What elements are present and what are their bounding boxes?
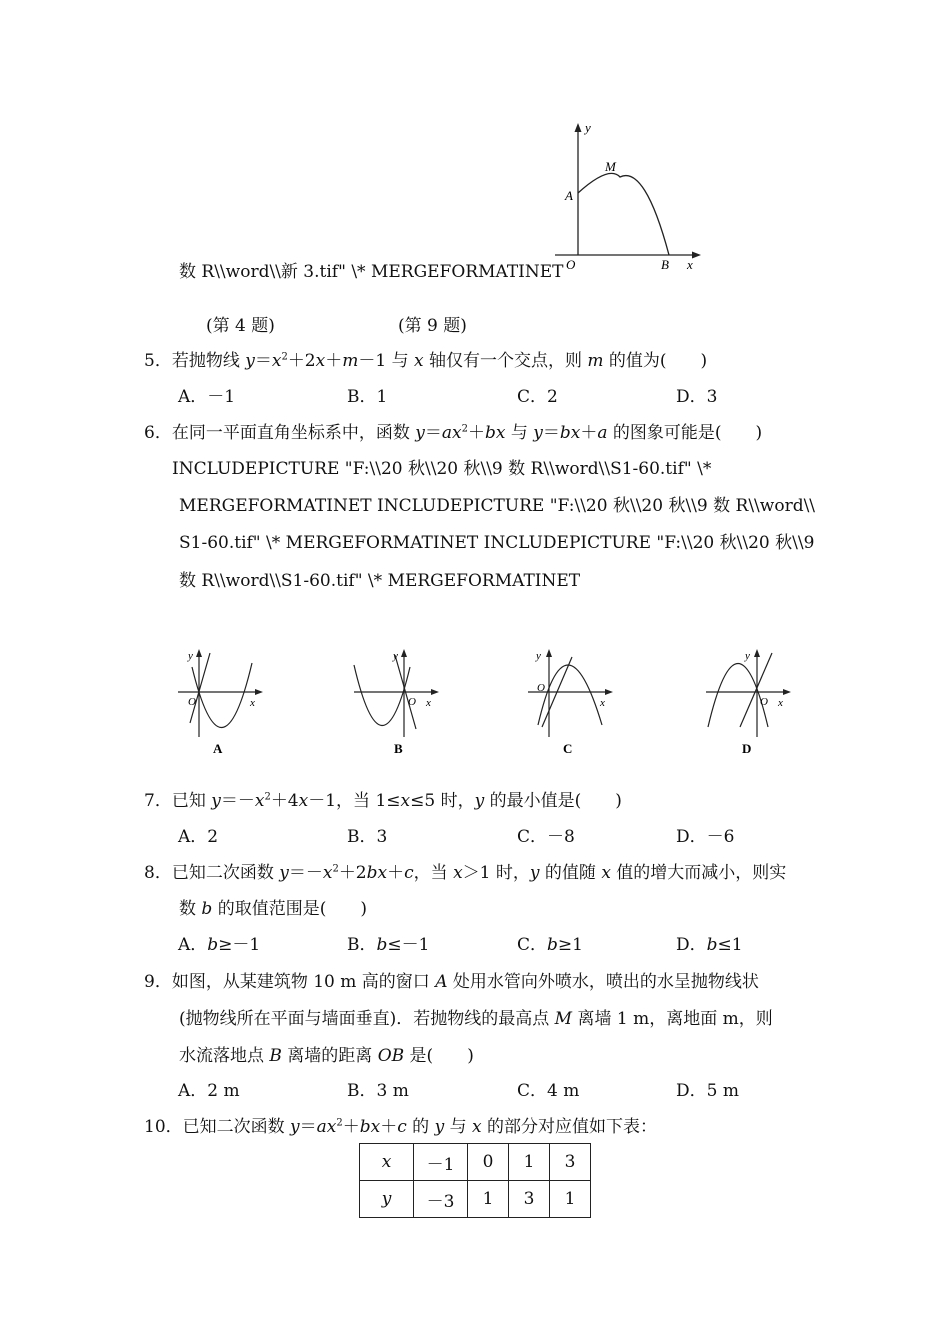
- y-axis-arrow: [754, 649, 760, 657]
- label-b: B: [661, 257, 669, 272]
- line-graph: [740, 653, 772, 727]
- field-code-line: 数 R\\word\\新 3.tif" \* MERGEFORMATINET: [179, 262, 564, 282]
- graph-d: [700, 645, 795, 760]
- label-m: M: [605, 159, 616, 174]
- table-cell: 3: [509, 1181, 550, 1218]
- field-code-line: 数 R\\word\\S1-60.tif" \* MERGEFORMATINET: [179, 571, 581, 591]
- graph-b: [348, 645, 443, 760]
- label-o: O: [566, 257, 576, 272]
- label-x: x: [426, 697, 431, 709]
- label-y: y: [188, 650, 193, 662]
- table-row: [360, 1144, 591, 1181]
- x-axis-arrow: [692, 252, 701, 259]
- graph-label-a: A: [213, 741, 223, 756]
- q9-option-d[interactable]: D．5 m: [676, 1081, 739, 1101]
- y-axis-arrow: [401, 649, 407, 657]
- question-6: 6．在同一平面直角坐标系中，函数 $y=ax^2+bx$ 与 y＝bx＋a 的图象可能是( ): [144, 423, 763, 443]
- q9-option-c[interactable]: C．4 m: [517, 1081, 580, 1101]
- label-o: O: [537, 682, 545, 694]
- parabola-curve: [354, 665, 410, 726]
- label-o: O: [408, 696, 416, 708]
- q8-option-c[interactable]: C．b≥1: [517, 935, 583, 955]
- table-cell: －3: [414, 1181, 468, 1218]
- y-axis-arrow: [196, 649, 202, 657]
- graph-label-c: C: [563, 741, 573, 756]
- parabola-curve: [578, 173, 669, 255]
- y-axis-arrow: [575, 123, 582, 132]
- x-axis-arrow: [605, 689, 613, 695]
- graph-a: [172, 645, 267, 760]
- table-cell: 3: [550, 1144, 591, 1181]
- label-y: y: [745, 650, 750, 662]
- label-x: x: [687, 257, 693, 272]
- table-cell: y: [360, 1181, 414, 1218]
- x-axis-arrow: [255, 689, 263, 695]
- q8-option-d[interactable]: D．b≤1: [676, 935, 743, 955]
- question-9: 9．如图，从某建筑物 10 m 高的窗口 A 处用水管向外喷水，喷出的水呈抛物线状: [144, 972, 759, 992]
- label-x: x: [600, 697, 605, 709]
- q5-option-b[interactable]: B．1: [347, 387, 388, 407]
- q9-option-b[interactable]: B．3 m: [347, 1081, 409, 1101]
- q7-option-b[interactable]: B．3: [347, 827, 388, 847]
- x-axis-arrow: [783, 689, 791, 695]
- caption-q9: (第 9 题): [398, 316, 467, 336]
- question-10: 10．已知二次函数 $y=ax^2+bx+c$ 的 y 与 x 的部分对应值如下表：: [144, 1117, 658, 1137]
- label-y: y: [393, 650, 398, 662]
- question-9-line3: 水流落地点 B 离墙的距离 OB 是( ): [179, 1046, 474, 1066]
- field-code-line: MERGEFORMATINET INCLUDEPICTURE "F:\\20 秋\\20 秋\\9 数 R\\word\\: [179, 496, 816, 516]
- caption-q4: (第 4 题): [206, 316, 275, 336]
- table-cell: 1: [509, 1144, 550, 1181]
- x-axis-arrow: [431, 689, 439, 695]
- label-y: y: [536, 650, 541, 662]
- graph-label-b: B: [394, 741, 403, 756]
- table-cell: 0: [468, 1144, 509, 1181]
- label-x: x: [250, 697, 255, 709]
- parabola-curve: [708, 664, 768, 728]
- question-5: 5．若抛物线 $y=x^2+2x+m-1$ 与 x 轴仅有一个交点，则 m 的值为( ): [144, 351, 708, 371]
- field-code-line: S1-60.tif" \* MERGEFORMATINET INCLUDEPICTURE "F:\\20 秋\\20 秋\\9: [179, 533, 815, 553]
- label-o: O: [188, 696, 196, 708]
- q5-option-a[interactable]: A．－1: [178, 387, 236, 407]
- table-cell: 1: [468, 1181, 509, 1218]
- value-table: [359, 1143, 591, 1218]
- parabola-curve: [192, 663, 252, 728]
- q7-option-d[interactable]: D．－6: [676, 827, 735, 847]
- table-row: [360, 1181, 591, 1218]
- parabola-curve: [538, 665, 602, 725]
- q8-option-a[interactable]: A．b≥－1: [178, 935, 261, 955]
- table-cell: x: [360, 1144, 414, 1181]
- graph-label-d: D: [742, 741, 752, 756]
- label-a: A: [565, 188, 573, 203]
- graph-c: [522, 645, 617, 760]
- q9-option-a[interactable]: A．2 m: [178, 1081, 240, 1101]
- q8-option-b[interactable]: B．b≤－1: [347, 935, 430, 955]
- y-axis-arrow: [546, 649, 552, 657]
- question-7: 7．已知 $y=-x^2+4x-1$，当 1≤x≤5 时，y 的最小值是( ): [144, 791, 622, 811]
- table-cell: 1: [550, 1181, 591, 1218]
- q7-option-a[interactable]: A．2: [178, 827, 219, 847]
- question-9-line2: (抛物线所在平面与墙面垂直)．若抛物线的最高点 M 离墙 1 m，离地面 m，则: [179, 1009, 773, 1029]
- q7-option-c[interactable]: C．－8: [517, 827, 575, 847]
- label-y: y: [585, 120, 591, 135]
- q5-option-d[interactable]: D．3: [676, 387, 718, 407]
- question-8: 8．已知二次函数 $y=-x^2+2bx+c$，当 x＞1 时，y 的值随 x 值的增大而减小，则实: [144, 863, 787, 883]
- label-x: x: [778, 697, 783, 709]
- q9-figure: [545, 115, 715, 275]
- label-o: O: [760, 696, 768, 708]
- q5-option-c[interactable]: C．2: [517, 387, 558, 407]
- field-code-line: INCLUDEPICTURE "F:\\20 秋\\20 秋\\9 数 R\\word\\S1-60.tif" \*: [172, 459, 712, 479]
- table-cell: －1: [414, 1144, 468, 1181]
- question-8-line2: 数 b 的取值范围是( ): [179, 899, 367, 919]
